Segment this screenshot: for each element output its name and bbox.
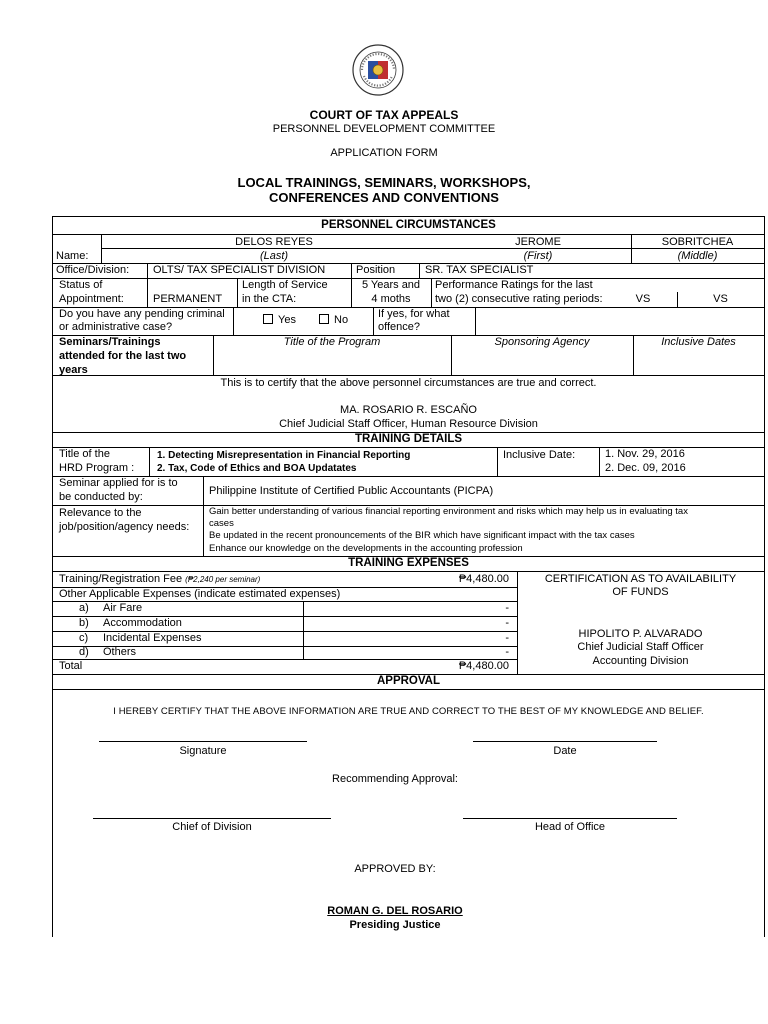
ratings-label-1: Performance Ratings for the last: [435, 279, 593, 291]
relevance-2: Be updated in the recent pronouncements of the BIR which have significant impact with the tax cases: [209, 530, 635, 541]
last-name-field[interactable]: DELOS REYES: [235, 236, 313, 248]
yes-checkbox-box[interactable]: [263, 314, 273, 324]
personnel-section-title: PERSONNEL CIRCUMSTANCES: [321, 219, 496, 231]
fee-value-field[interactable]: ₱4,480.00: [458, 573, 509, 585]
expense-a-value[interactable]: -: [505, 602, 509, 614]
seminars-label-1: Seminars/Trainings: [59, 336, 161, 348]
expense-d-letter: d): [79, 646, 89, 658]
funds-certifier-title-b: Accounting Division: [592, 655, 689, 667]
conducted-by-field[interactable]: Philippine Institute of Certified Public Accountants (PICPA): [209, 485, 494, 497]
position-field[interactable]: SR. TAX SPECIALIST: [425, 264, 534, 276]
signature-line[interactable]: [99, 741, 307, 742]
date-2-field[interactable]: 2. Dec. 09, 2016: [605, 462, 686, 474]
chief-of-division-label: Chief of Division: [172, 821, 252, 833]
form-title-line1: LOCAL TRAININGS, SEMINARS, WORKSHOPS,: [237, 175, 531, 190]
yes-checkbox[interactable]: [263, 314, 296, 327]
head-signature-line[interactable]: [463, 818, 677, 819]
program-2-field[interactable]: 2. Tax, Code of Ethics and BOA Updatates: [157, 463, 357, 474]
approver-title: Presiding Justice: [349, 919, 441, 931]
expense-c-label: Incidental Expenses: [103, 632, 202, 644]
service-value-1[interactable]: 5 Years and: [361, 279, 421, 291]
date-1-field[interactable]: 1. Nov. 29, 2016: [605, 448, 685, 460]
head-of-office-label: Head of Office: [534, 821, 606, 833]
name-label: Name:: [56, 250, 89, 262]
seminars-label-3: years: [59, 364, 88, 376]
expense-b-letter: b): [79, 617, 89, 629]
relevance-3: Enhance our knowledge on the developments in the accounting profession: [209, 543, 523, 554]
conducted-label-2: be conducted by:: [59, 491, 143, 503]
office-label: Office/Division:: [56, 264, 130, 276]
expense-c-letter: c): [79, 632, 89, 644]
inclusive-date-label: Inclusive Date:: [503, 449, 576, 461]
expense-d-label: Others: [103, 646, 137, 658]
expense-a-label: Air Fare: [103, 602, 143, 614]
expense-b-value[interactable]: -: [505, 617, 509, 629]
position-label: Position: [356, 264, 396, 276]
pending-label-2: or administrative case?: [59, 321, 173, 333]
hr-certifier-name: MA. ROSARIO R. ESCAÑO: [340, 404, 477, 416]
approval-section-title: APPROVAL: [376, 675, 441, 687]
approval-certify-text: I HEREBY CERTIFY THAT THE ABOVE INFORMATION ARE TRUE AND CORRECT TO THE BEST OF MY KNOWLEDGE AND BELIEF.: [113, 706, 704, 717]
court-seal-icon: [352, 44, 404, 96]
middle-name-field[interactable]: SOBRITCHEA: [661, 236, 734, 248]
funds-cert-title-2: OF FUNDS: [612, 586, 669, 598]
relevance-label-2: job/position/agency needs:: [59, 521, 190, 533]
office-field[interactable]: OLTS/ TAX SPECIALIST DIVISION: [153, 264, 326, 276]
date-label: Date: [553, 745, 577, 757]
expense-c-value[interactable]: -: [505, 632, 509, 644]
chief-signature-line[interactable]: [93, 818, 331, 819]
no-label: No: [334, 314, 349, 326]
personnel-certify-text: This is to certify that the above personnel circumstances are true and correct.: [220, 377, 597, 389]
program-title-label-2: HRD Program :: [59, 462, 135, 474]
approver-name: ROMAN G. DEL ROSARIO: [327, 905, 463, 917]
approved-by-label: APPROVED BY:: [354, 863, 436, 875]
no-checkbox-box[interactable]: [319, 314, 329, 324]
status-label-1: Status of: [59, 279, 103, 291]
org-name: COURT OF TAX APPEALS: [309, 108, 459, 122]
committee-name: PERSONNEL DEVELOPMENT COMMITTEE: [272, 123, 496, 135]
expense-a-letter: a): [79, 602, 89, 614]
program-title-label-1: Title of the: [59, 448, 110, 460]
conducted-label-1: Seminar applied for is to: [59, 477, 178, 489]
relevance-1a: Gain better understanding of various financial reporting environment and risks which may help us in evaluating tax: [209, 506, 688, 517]
expense-b-label: Accommodation: [103, 617, 182, 629]
rating-2-field[interactable]: VS: [713, 293, 728, 305]
status-label-2: Appointment:: [59, 293, 124, 305]
form-type: APPLICATION FORM: [330, 147, 438, 159]
application-form: [52, 216, 765, 937]
first-name-caption: (First): [523, 250, 553, 262]
col-program-header: Title of the Program: [283, 336, 381, 348]
date-line[interactable]: [473, 741, 657, 742]
service-value-2[interactable]: 4 moths: [371, 293, 411, 305]
hr-certifier-title: Chief Judicial Staff Officer, Human Resource Division: [279, 418, 538, 430]
total-label: Total: [59, 660, 83, 672]
form-title-line2: CONFERENCES AND CONVENTIONS: [269, 190, 499, 205]
funds-certifier-name: HIPOLITO P. ALVARADO: [578, 628, 703, 640]
service-label-2: in the CTA:: [242, 293, 297, 305]
program-1-field[interactable]: 1. Detecting Misrepresentation in Financial Reporting: [157, 450, 411, 461]
status-field[interactable]: PERMANENT: [153, 293, 223, 305]
funds-certifier-title-a: Chief Judicial Staff Officer: [577, 641, 704, 653]
rating-1-field[interactable]: VS: [635, 293, 651, 305]
ifyes-label-1: If yes, for what: [378, 308, 450, 320]
last-name-caption: (Last): [259, 250, 289, 262]
col-dates-header: Inclusive Dates: [661, 336, 736, 348]
fee-note: (₱2,240 per seminar): [185, 575, 261, 584]
relevance-label-1: Relevance to the: [59, 507, 142, 519]
expenses-section-title: TRAINING EXPENSES: [348, 557, 469, 569]
first-name-field[interactable]: JEROME: [515, 236, 561, 248]
pending-label-1: Do you have any pending criminal: [59, 308, 225, 320]
training-section-title: TRAINING DETAILS: [354, 433, 463, 445]
seminars-label-2: attended for the last two: [59, 350, 187, 362]
fee-label-text: Training/Registration Fee: [59, 573, 183, 585]
ifyes-label-2: offence?: [378, 321, 421, 333]
ratings-label-2: two (2) consecutive rating periods:: [435, 293, 603, 305]
service-label-1: Length of Service: [242, 279, 328, 291]
no-checkbox[interactable]: [319, 314, 348, 327]
signature-label: Signature: [179, 745, 227, 757]
middle-name-caption: (Middle): [677, 250, 718, 262]
total-value-field[interactable]: ₱4,480.00: [458, 660, 509, 672]
col-agency-header: Sponsoring Agency: [494, 336, 590, 348]
recommending-approval-label: Recommending Approval:: [332, 773, 458, 785]
other-expenses-label: Other Applicable Expenses (indicate estimated expenses): [59, 588, 341, 600]
relevance-1b: cases: [209, 518, 234, 529]
yes-label: Yes: [278, 314, 296, 326]
fee-label: [59, 573, 260, 586]
funds-cert-title-1: CERTIFICATION AS TO AVAILABILITY: [544, 573, 737, 585]
expense-d-value[interactable]: -: [505, 646, 509, 658]
